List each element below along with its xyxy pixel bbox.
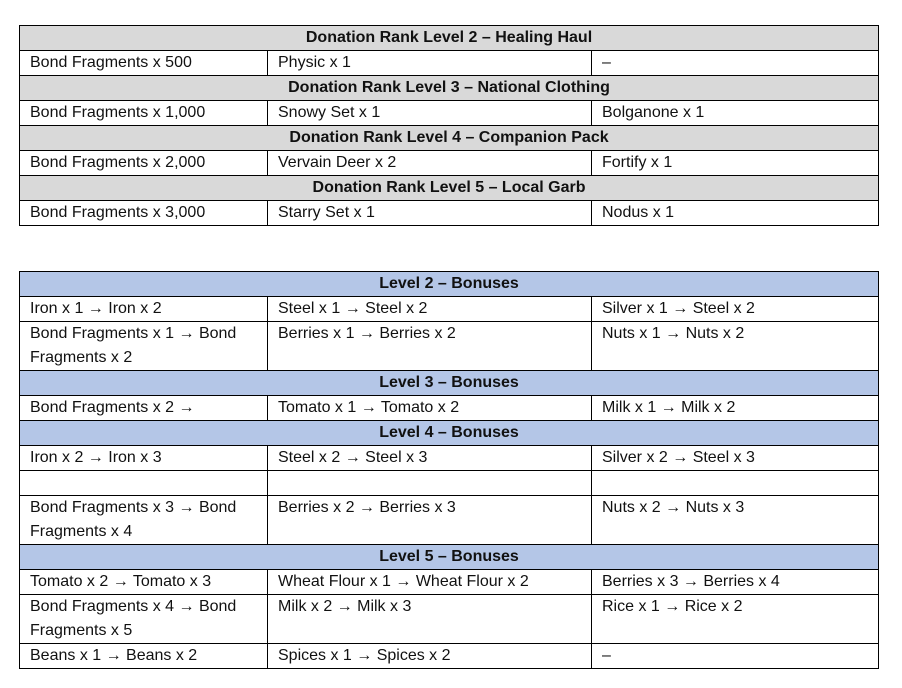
table-row [20,101,879,126]
table-cell [268,471,592,496]
section-header-level-5: Donation Rank Level 5 – Local Garb [20,176,879,201]
table-row [20,496,879,545]
table-cell: Tomato x 1 → Tomato x 2 [268,396,592,421]
table-cell: Nuts x 1 → Nuts x 2 [592,322,879,371]
donation-rank-table [19,25,879,226]
table-row [20,446,879,471]
section-header-level-4: Donation Rank Level 4 – Companion Pack [20,126,879,151]
table-cell: Iron x 1 → Iron x 2 [20,297,268,322]
section-header-level-3-bonuses: Level 3 – Bonuses [20,371,879,396]
table-row [20,595,879,644]
table-cell: Bond Fragments x 3,000 [20,201,268,226]
table-cell: Berries x 3 → Berries x 4 [592,570,879,595]
table-cell: Starry Set x 1 [268,201,592,226]
table-cell [592,471,879,496]
table-cell: Beans x 1 → Beans x 2 [20,644,268,669]
table-cell: Nodus x 1 [592,201,879,226]
table-row [20,297,879,322]
table-cell: Snowy Set x 1 [268,101,592,126]
table-cell: Milk x 1 → Milk x 2 [592,396,879,421]
section-header-level-3: Donation Rank Level 3 – National Clothing [20,76,879,101]
table-cell: Bond Fragments x 500 [20,51,268,76]
table-cell: Physic x 1 [268,51,592,76]
table-cell: Vervain Deer x 2 [268,151,592,176]
table-row [20,322,879,371]
table-cell: Bond Fragments x 3 → Bond Fragments x 4 [20,496,268,545]
table-cell: Milk x 2 → Milk x 3 [268,595,592,644]
table-cell: Tomato x 2 → Tomato x 3 [20,570,268,595]
table-cell: Silver x 1 → Steel x 2 [592,297,879,322]
table-row [20,644,879,669]
table-cell: Wheat Flour x 1 → Wheat Flour x 2 [268,570,592,595]
table-cell: Berries x 1 → Berries x 2 [268,322,592,371]
section-header-level-5-bonuses: Level 5 – Bonuses [20,545,879,570]
table-cell: Iron x 2 → Iron x 3 [20,446,268,471]
table-cell: Steel x 1 → Steel x 2 [268,297,592,322]
table-cell: Nuts x 2 → Nuts x 3 [592,496,879,545]
table-cell: Steel x 2 → Steel x 3 [268,446,592,471]
table-cell: Rice x 1 → Rice x 2 [592,595,879,644]
bonuses-table [19,271,879,669]
table-cell: Bond Fragments x 2,000 [20,151,268,176]
section-header-level-2: Donation Rank Level 2 – Healing Haul [20,26,879,51]
table-row [20,151,879,176]
table-cell: Silver x 2 → Steel x 3 [592,446,879,471]
table-cell: Bond Fragments x 1,000 [20,101,268,126]
table-row [20,570,879,595]
section-header-level-2-bonuses: Level 2 – Bonuses [20,272,879,297]
table-row [20,396,879,421]
table-cell: Berries x 2 → Berries x 3 [268,496,592,545]
table-cell: Bond Fragments x 1 → Bond Fragments x 2 [20,322,268,371]
table-cell: Fortify x 1 [592,151,879,176]
section-header-level-4-bonuses: Level 4 – Bonuses [20,421,879,446]
table-cell: Bond Fragments x 2 → [20,396,268,421]
table-row [20,51,879,76]
table-row-empty [20,471,879,496]
table-cell: – [592,51,879,76]
table-row [20,201,879,226]
table-cell: – [592,644,879,669]
table-cell [20,471,268,496]
table-cell: Bond Fragments x 4 → Bond Fragments x 5 [20,595,268,644]
table-cell: Bolganone x 1 [592,101,879,126]
table-cell: Spices x 1 → Spices x 2 [268,644,592,669]
